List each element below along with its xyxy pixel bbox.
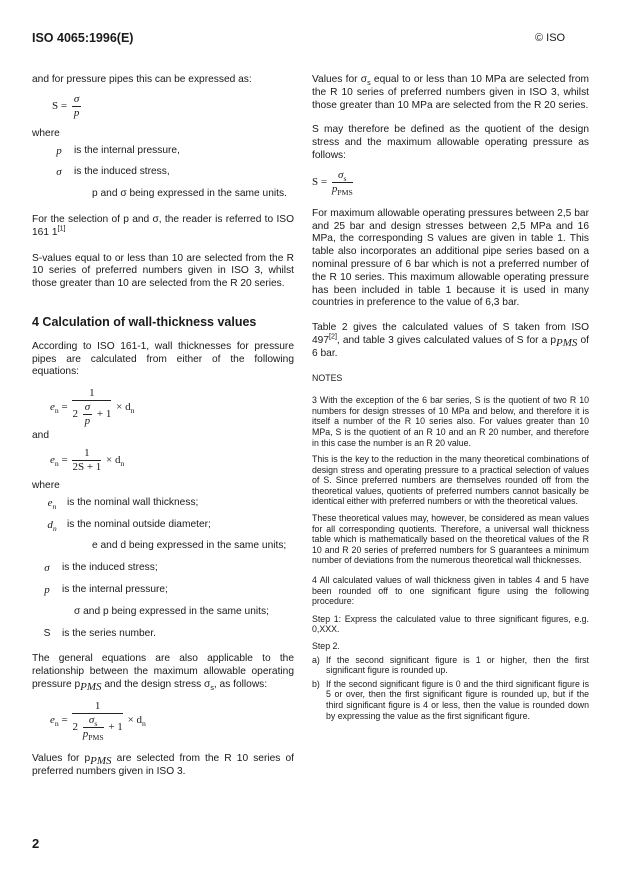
- definition-item: $d_n$ is the nominal outside diameter;: [47, 518, 211, 533]
- intro-text: and for pressure pipes this can be expressed as:: [32, 74, 252, 85]
- note-4: 4 All calculated values of wall thickness given in tables 4 and 5 have been rounded off to one significant figure using the following procedure:: [312, 575, 589, 607]
- list-item-b: b) If the second significant figure is 0 and the third significant figure is 5 or over, then the first significant figure is rounded up, but if the third significant figure is 4 or less, then the value is rounded down by expressing the value as the first significant figure.: [312, 678, 589, 721]
- step-2: Step 2.: [312, 641, 340, 652]
- units-note: p and σ being expressed in the same units.: [92, 188, 287, 200]
- s-definition-text: S may therefore be defined as the quotient of the design stress and the maximum allowable operating pressure as follows:: [312, 124, 589, 161]
- pressure-range-text: For maximum allowable operating pressures between 2,5 bar and 25 bar and design stresses between 2,5 MPa and 16 MPa, the corresponding S values are given in table 1. This table also incorporates an additional pipe series based on a nominal pressure of 6 bar which is not a preferred number of the R 10 series. This maximum allowable operating pressure has been included in table 1 because it is used in many countries in preference to the value of 6,3 bar.: [312, 207, 589, 309]
- section-heading: 4 Calculation of wall-thickness values: [32, 314, 257, 329]
- units-note: σ and p being expressed in the same units;: [74, 605, 269, 617]
- right-column: [312, 74, 589, 721]
- definition-item: p is the internal pressure,: [56, 144, 180, 157]
- equation-wall-a: $e_n$ = 1 2 $\frac{\sigma}{p}$ + 1 × $d_n$: [50, 387, 135, 428]
- section-intro: According to ISO 161-1, wall thicknesses for pressure pipes are calculated from either of the following equations:: [32, 340, 294, 378]
- definition-item: $e_n$ is the nominal wall thickness;: [47, 496, 199, 511]
- document-id: ISO 4065:1996(E): [32, 31, 134, 45]
- notes-label: NOTES: [312, 372, 343, 383]
- and-label: and: [32, 430, 49, 442]
- left-column: [32, 74, 294, 778]
- definition-item: σ is the induced stress,: [56, 166, 170, 179]
- table-reference-text: Table 2 gives the calculated values of S taken from ISO 497[2], and table 3 gives calculated values of S for a $p_{PMS}$ of 6 bar.: [312, 322, 589, 359]
- selection-text: For the selection of p and σ, the reader is referred to ISO 161 1[1]: [32, 213, 294, 238]
- note-3-continued: This is the key to the reduction in the many theoretical combinations of design stress and operating pressure to a practical selection of values of S. Since preferred numbers are themselves rounded off from the theoretical values, quotients of preferred numbers cannot basically be identical either with preferred numbers or with the theoretical values.: [312, 454, 589, 507]
- equation-s-pms: S = $\frac{\sigma_s}{p_{PMS}}$: [312, 168, 353, 197]
- s-values-text: S-values equal to or less than 10 are selected from the R 10 series of preferred numbers given in ISO 3, whilst those greater than 10 are selected from the R 20 series.: [32, 252, 294, 290]
- equation-wall-b: $e_n$ = $\frac{1}{2S + 1}$ × $d_n$: [50, 446, 125, 473]
- note-3: 3 With the exception of the 6 bar series, S is the quotient of two R 10 numbers for design stresses of 10 MPa and below, and therefore it is itself a number of the R 10 series also. For values greater than 10 MPa, S is the quotient of an R 10 and an R 20 number, and therefore in this case the number is an R 20 value.: [312, 395, 589, 448]
- where-label: where: [32, 127, 60, 139]
- list-item-a: a) If the second significant figure is 1 or higher, then the first significant figure is rounded up.: [312, 654, 589, 676]
- definition-list-2: [32, 497, 294, 641]
- step-1: Step 1: Express the calculated value to three significant figures, e.g. 0,XXX.: [312, 613, 589, 635]
- definition-item: S is the series number.: [43, 627, 156, 639]
- general-equation-text: The general equations are also applicable to the relationship between the maximum allowable operating pressure $p_{PMS}$ and the design stress $\sigma_s$, as follows:: [32, 653, 294, 693]
- copyright-notice: © ISO: [535, 32, 566, 44]
- where-label: where: [32, 479, 60, 491]
- page-number: 2: [32, 836, 40, 851]
- note-3-final: These theoretical values may, however, be considered as mean values for all corresponding quotients. Therefore, a universal wall thickness table which is mathematically based on the theoretical values of the R 10 and R 20 series of preferred numbers for S guarantees a minimum number of deviations from the numerous theoretical wall thicknesses.: [312, 513, 589, 566]
- equation-wall-c: $e_n$ = 1 2 $\frac{\sigma_s}{p_{PMS}}$ + 1 × $d_n$: [50, 699, 146, 742]
- sigma-values-text: Values for $\sigma_s$ equal to or less than 10 MPa are selected from the R 10 series of preferred numbers given in ISO 3, whilst those greater than 10 MPa are selected from the R 20 series.: [312, 74, 589, 111]
- units-note: e and d being expressed in the same units;: [92, 540, 287, 552]
- definition-item: σ is the induced stress;: [44, 562, 158, 575]
- pms-values-text: Values for $p_{PMS}$ are selected from the R 10 series of preferred numbers given in ISO 3.: [32, 752, 294, 777]
- equation-s: S = $\frac{\sigma}{p}$: [52, 92, 80, 119]
- definition-item: p is the internal pressure;: [44, 583, 168, 596]
- definition-list-1: [32, 145, 294, 201]
